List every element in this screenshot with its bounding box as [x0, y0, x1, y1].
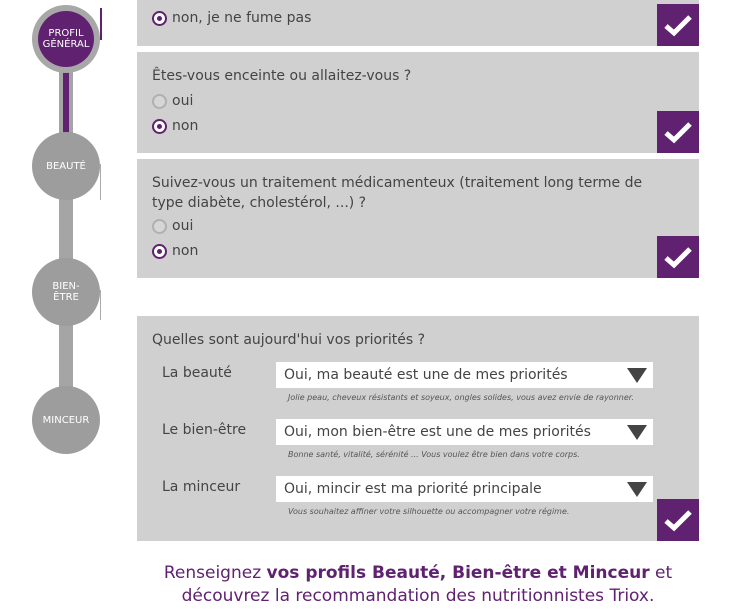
question-text: Êtes-vous enceinte ou allaitez-vous ?	[152, 68, 412, 84]
treatment-option-no[interactable]	[152, 243, 198, 259]
step-minceur[interactable]	[32, 386, 100, 454]
dropdown-arrow-icon	[627, 482, 647, 497]
pregnancy-option-yes[interactable]	[152, 93, 193, 109]
option-label: non	[172, 118, 199, 134]
option-label: non, je ne fume pas	[172, 10, 312, 26]
step-label-line1: PROFIL	[48, 28, 84, 39]
priority-label-bien-etre: Le bien-être	[162, 422, 247, 438]
step-marker	[100, 8, 102, 40]
priority-select-bien-etre[interactable]	[276, 419, 653, 445]
option-label: oui	[172, 218, 194, 234]
step-bien-etre[interactable]	[32, 258, 100, 326]
treatment-option-yes[interactable]	[152, 218, 193, 234]
select-value: Oui, ma beauté est une de mes priorités	[284, 367, 568, 383]
stepper-connector	[59, 195, 73, 265]
step-label: BEAUTÉ	[46, 160, 86, 172]
priority-select-minceur[interactable]	[276, 476, 653, 502]
treatment-card	[137, 159, 699, 278]
priority-label-beaute: La beauté	[162, 365, 232, 381]
footer-message	[137, 562, 699, 608]
radio-checked-icon	[152, 11, 167, 26]
footer-text-before: Renseignez	[163, 563, 267, 583]
check-icon	[657, 236, 699, 278]
step-profil-general[interactable]	[32, 5, 100, 73]
footer-text-bold: vos profils Beauté, Bien-être et Minceur	[266, 563, 650, 583]
step-marker	[100, 290, 101, 320]
profile-stepper	[0, 0, 110, 611]
check-icon	[657, 111, 699, 153]
dropdown-arrow-icon	[627, 368, 647, 383]
priorities-card	[137, 316, 699, 541]
option-label: non	[172, 243, 199, 259]
radio-checked-icon	[152, 119, 167, 134]
priority-label-minceur: La minceur	[162, 479, 241, 495]
pregnancy-option-no[interactable]	[152, 118, 198, 134]
radio-icon	[152, 94, 167, 109]
priority-hint: Bonne santé, vitalité, sérénité ... Vous voulez être bien dans votre corps.	[288, 450, 580, 459]
question-text: Quelles sont aujourd'hui vos priorités ?	[152, 332, 426, 348]
smoking-option-no[interactable]	[152, 10, 311, 26]
step-marker	[100, 164, 101, 200]
radio-icon	[152, 219, 167, 234]
step-label: MINCEUR	[42, 414, 90, 426]
priority-hint: Jolie peau, cheveux résistants et soyeux, ongles solides, vous avez envie de rayonner.	[288, 393, 634, 402]
priority-select-beaute[interactable]	[276, 362, 653, 388]
select-value: Oui, mon bien-être est une de mes priorités	[284, 424, 591, 440]
step-label-line2: GÉNÉRAL	[42, 39, 90, 50]
stepper-connector	[59, 320, 73, 390]
question-text: Suivez-vous un traitement médicamenteux (traitement long terme de type diabète, cholestérol, ...) ?	[152, 175, 643, 211]
step-label: BIEN-ÊTRE	[52, 281, 80, 303]
footer-text-after: et découvrez la recommandation des nutritionnistes Triox.	[181, 563, 673, 606]
smoking-card	[137, 0, 699, 46]
radio-checked-icon	[152, 244, 167, 259]
dropdown-arrow-icon	[627, 425, 647, 440]
priority-hint: Vous souhaitez affiner votre silhouette ou accompagner votre régime.	[288, 507, 570, 516]
select-value: Oui, mincir est ma priorité principale	[284, 481, 542, 497]
check-icon	[657, 499, 699, 541]
step-beaute[interactable]	[32, 132, 100, 200]
check-icon	[657, 4, 699, 46]
pregnancy-card	[137, 52, 699, 153]
option-label: oui	[172, 93, 194, 109]
